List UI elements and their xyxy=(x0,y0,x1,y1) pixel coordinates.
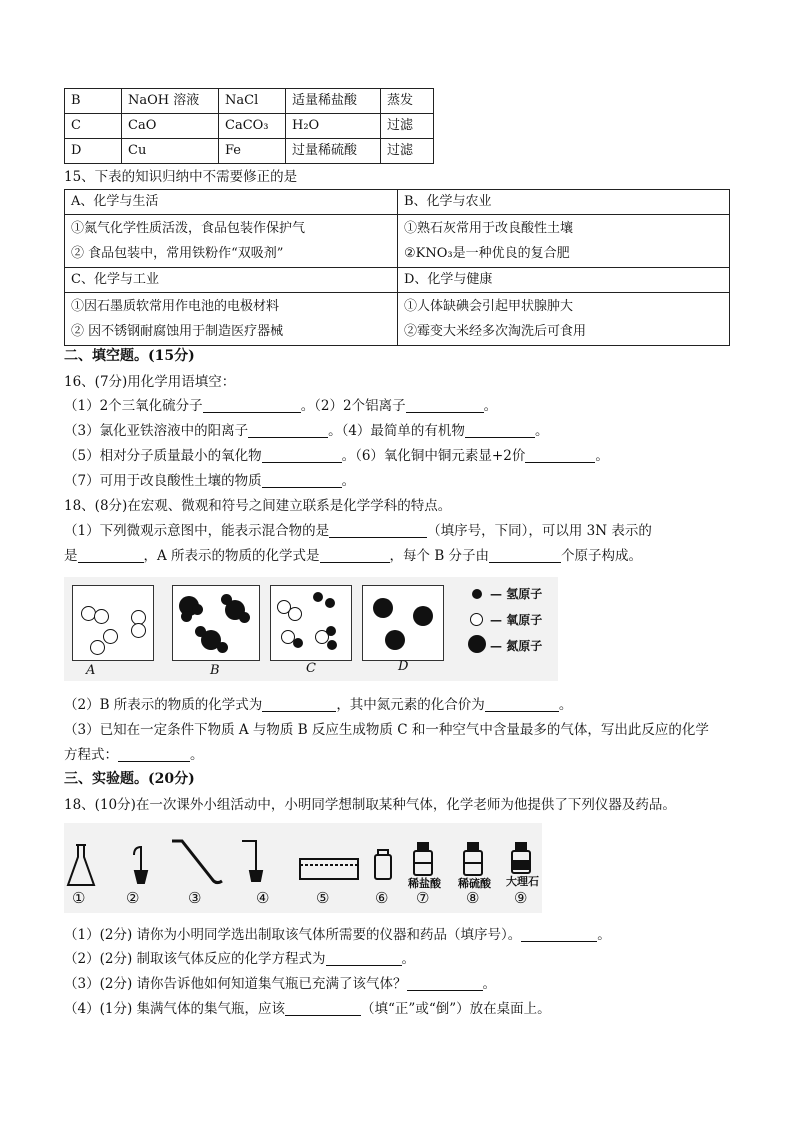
cell-heading-a: A、化学与生活 xyxy=(65,190,398,215)
q18-line-1 xyxy=(64,521,652,541)
label-c: C xyxy=(306,661,316,676)
text: （1）(2分) 请你为小明同学选出制取该气体所需要的仪器和药品（填序号）。 xyxy=(64,927,522,943)
oxygen-atom xyxy=(103,629,118,644)
knowledge-table xyxy=(64,189,730,346)
table-cell: C xyxy=(65,114,122,139)
text: （5）相对分子质量最小的氧化物 xyxy=(64,448,262,464)
hydrogen-atom xyxy=(326,626,336,636)
text: （7）可用于改良酸性土壤的物质 xyxy=(64,473,262,489)
q15-title: 15、下表的知识归纳中不需要修正的是 xyxy=(64,169,298,185)
delivery-tube-icon xyxy=(172,841,222,883)
label-a: A xyxy=(86,663,96,678)
answer-blank[interactable] xyxy=(248,423,328,438)
section-heading-experiment: 三、实验题。(20分) xyxy=(64,771,195,787)
table-cell: NaOH 溶液 xyxy=(122,89,219,114)
nitrogen-atom xyxy=(385,630,405,650)
text: （3）(2分) 请你告诉他如何知道集气瓶已充满了该气体？ xyxy=(64,976,407,992)
water-trough-icon xyxy=(300,859,358,879)
reagent-label: 稀硫酸 xyxy=(458,877,491,890)
table-cell: Cu xyxy=(122,139,219,164)
q18b-line-2 xyxy=(64,949,415,969)
oxygen-legend-icon xyxy=(470,613,483,626)
text: （4）(1分) 集满气体的集气瓶，应该 xyxy=(64,1001,286,1017)
legend-hydrogen: — 氢原子 xyxy=(490,587,543,601)
q18b-line-1 xyxy=(64,925,611,945)
hydrogen-atom xyxy=(192,604,203,615)
text: （1）2个三氧化硫分子 xyxy=(64,398,203,414)
list-item: ② 因不锈钢耐腐蚀用于制造医疗器械 xyxy=(71,324,284,339)
table-row xyxy=(65,293,730,346)
table-cell: 过滤 xyxy=(381,139,434,164)
table-cell: NaCl xyxy=(219,89,286,114)
q18-line-2 xyxy=(64,546,642,566)
answer-blank[interactable] xyxy=(262,473,342,488)
conical-flask-icon xyxy=(68,845,94,885)
molecule-diagram xyxy=(64,577,558,681)
q16-line-4 xyxy=(64,471,355,491)
table-cell: CaCO₃ xyxy=(219,114,286,139)
q18b-title: 18、(10分)在一次课外小组活动中，小明同学想制取某种气体，化学老师为他提供了下列仪器及药品。 xyxy=(64,797,676,813)
table-row xyxy=(65,139,434,164)
text: 。 xyxy=(483,398,498,414)
box-b xyxy=(172,585,260,661)
legend-oxygen: — 氧原子 xyxy=(490,613,543,627)
q16-line-1 xyxy=(64,396,497,416)
table-row xyxy=(65,215,730,268)
table-cell: 适量稀盐酸 xyxy=(286,89,381,114)
q18-title: 18、(8分)在宏观、微观和符号之间建立联系是化学学科的特点。 xyxy=(64,498,452,514)
answer-blank[interactable] xyxy=(489,548,561,563)
answer-blank[interactable] xyxy=(78,548,144,563)
separation-table xyxy=(64,88,434,164)
label-5: ⑤ xyxy=(316,889,330,907)
text: （2）B 所表示的物质的化学式为 xyxy=(64,697,263,713)
text: 是 xyxy=(64,548,78,564)
list-item: ②霉变大米经多次淘洗后可食用 xyxy=(404,324,587,339)
hydrogen-legend-icon xyxy=(472,589,482,599)
q18-line-4: （3）已知在一定条件下物质 A 与物质 B 反应生成物质 C 和一种空气中含量最多的气体，写出此反应的化学 xyxy=(64,722,709,738)
text: （1）下列微观示意图中，能表示混合物的是 xyxy=(64,523,330,539)
cell-heading-b: B、化学与农业 xyxy=(398,190,730,215)
q18-line-3 xyxy=(64,695,572,715)
q18b-line-3 xyxy=(64,974,496,994)
answer-blank[interactable] xyxy=(262,448,342,463)
hydrogen-atom xyxy=(221,594,232,605)
text: 。 xyxy=(558,697,573,713)
reagent-label: 大理石 xyxy=(506,875,539,888)
reagent-bottle-icon xyxy=(464,843,482,875)
hydrogen-atom xyxy=(313,592,323,602)
table-row xyxy=(65,114,434,139)
cell-items-d xyxy=(398,293,730,346)
q16-title: 16、(7分)用化学用语填空： xyxy=(64,374,236,390)
answer-blank[interactable] xyxy=(329,523,427,538)
label-8: ⑧ xyxy=(466,889,480,907)
table-cell: B xyxy=(65,89,122,114)
text: 。（6）氧化铜中铜元素显+2价 xyxy=(341,448,526,464)
hydrogen-atom xyxy=(327,640,337,650)
apparatus-figure xyxy=(64,823,542,913)
reagent-label: 稀盐酸 xyxy=(408,877,441,890)
gas-bottle-icon xyxy=(375,850,391,879)
table-row xyxy=(65,190,730,215)
text: 。 xyxy=(190,747,204,763)
list-item: ①人体缺碘会引起甲状腺肿大 xyxy=(404,299,574,314)
label-2: ② xyxy=(126,889,140,907)
answer-blank[interactable] xyxy=(407,976,483,991)
table-cell: 过量稀硫酸 xyxy=(286,139,381,164)
table-cell: CaO xyxy=(122,114,219,139)
cell-items-a xyxy=(65,215,398,268)
table-row xyxy=(65,89,434,114)
text: 。 xyxy=(401,951,416,967)
text: （2）(2分) 制取该气体反应的化学方程式为 xyxy=(64,951,326,967)
table-cell: D xyxy=(65,139,122,164)
answer-blank[interactable] xyxy=(118,747,190,762)
text: （填序号，下同），可以用 3N 表示的 xyxy=(427,523,652,539)
q16-line-3 xyxy=(64,446,609,466)
answer-blank[interactable] xyxy=(465,423,535,438)
list-item: ② 食品包装中，常用铁粉作“双吸剂” xyxy=(71,246,284,261)
cell-items-b xyxy=(398,215,730,268)
box-c xyxy=(270,585,352,661)
list-item: ①氮气化学性质活泼，食品包装作保护气 xyxy=(71,221,306,236)
text: （填“正”或“倒”）放在桌面上。 xyxy=(361,1001,551,1017)
answer-blank[interactable] xyxy=(203,398,301,413)
hydrogen-atom xyxy=(217,642,228,653)
cell-heading-c: C、化学与工业 xyxy=(65,268,398,293)
label-9: ⑨ xyxy=(514,889,528,907)
answer-blank[interactable] xyxy=(285,1001,361,1016)
text: ，A 所表示的物质的化学式是 xyxy=(143,548,320,564)
answer-blank[interactable] xyxy=(320,548,390,563)
text: 方程式： xyxy=(64,747,118,763)
cell-items-c xyxy=(65,293,398,346)
label-3: ③ xyxy=(188,889,202,907)
answer-blank[interactable] xyxy=(521,927,597,942)
q18-line-5 xyxy=(64,745,204,765)
label-4: ④ xyxy=(256,889,270,907)
text: 。 xyxy=(597,927,611,943)
table-row xyxy=(65,268,730,293)
text: 。 xyxy=(341,473,356,489)
label-b: B xyxy=(210,663,220,678)
answer-blank[interactable] xyxy=(485,697,559,712)
oxygen-atom xyxy=(94,609,109,624)
hydrogen-atom xyxy=(181,611,192,622)
text: 。 xyxy=(595,448,609,464)
label-1: ① xyxy=(72,889,86,907)
text: ，其中氮元素的化合价为 xyxy=(336,697,485,713)
oxygen-atom xyxy=(288,607,302,621)
legend-nitrogen: — 氮原子 xyxy=(490,639,543,653)
hydrogen-atom xyxy=(239,612,250,623)
text: 。 xyxy=(482,976,497,992)
oxygen-atom xyxy=(131,623,146,638)
text: （3）氯化亚铁溶液中的阳离子 xyxy=(64,423,249,439)
text: 。 xyxy=(534,423,549,439)
q18b-line-4 xyxy=(64,999,551,1019)
stopper-tube-icon xyxy=(134,847,147,883)
answer-blank[interactable] xyxy=(525,448,595,463)
l-tube-icon xyxy=(242,841,262,881)
hydrogen-atom xyxy=(325,598,335,608)
table-cell: 蒸发 xyxy=(381,89,434,114)
solid-reagent-jar-icon xyxy=(512,843,530,873)
label-7: ⑦ xyxy=(416,889,430,907)
section-heading-fill: 二、填空题。(15分) xyxy=(64,348,195,364)
hydrogen-atom xyxy=(293,638,303,648)
label-6: ⑥ xyxy=(375,889,389,907)
nitrogen-atom xyxy=(413,606,433,626)
cell-heading-d: D、化学与健康 xyxy=(398,268,730,293)
table-cell: Fe xyxy=(219,139,286,164)
list-item: ①因石墨质软常用作电池的电极材料 xyxy=(71,299,280,314)
text: 。（4）最简单的有机物 xyxy=(328,423,465,439)
hydrogen-atom xyxy=(195,626,206,637)
oxygen-atom xyxy=(90,640,105,655)
table-cell: 过滤 xyxy=(381,114,434,139)
text: 。（2）2个铝离子 xyxy=(300,398,406,414)
reagent-bottle-icon xyxy=(414,843,432,875)
answer-blank[interactable] xyxy=(262,697,336,712)
answer-blank[interactable] xyxy=(406,398,484,413)
text: ，每个 B 分子由 xyxy=(389,548,490,564)
table-cell: H₂O xyxy=(286,114,381,139)
list-item: ②KNO₃是一种优良的复合肥 xyxy=(404,246,570,261)
box-a xyxy=(72,585,154,661)
nitrogen-atom xyxy=(373,598,393,618)
list-item: ①熟石灰常用于改良酸性土壤 xyxy=(404,221,574,236)
box-d xyxy=(362,585,444,661)
q16-line-2 xyxy=(64,421,548,441)
answer-blank[interactable] xyxy=(326,951,402,966)
nitrogen-legend-icon xyxy=(468,635,486,653)
text: 个原子构成。 xyxy=(561,548,643,564)
label-d: D xyxy=(398,659,409,674)
